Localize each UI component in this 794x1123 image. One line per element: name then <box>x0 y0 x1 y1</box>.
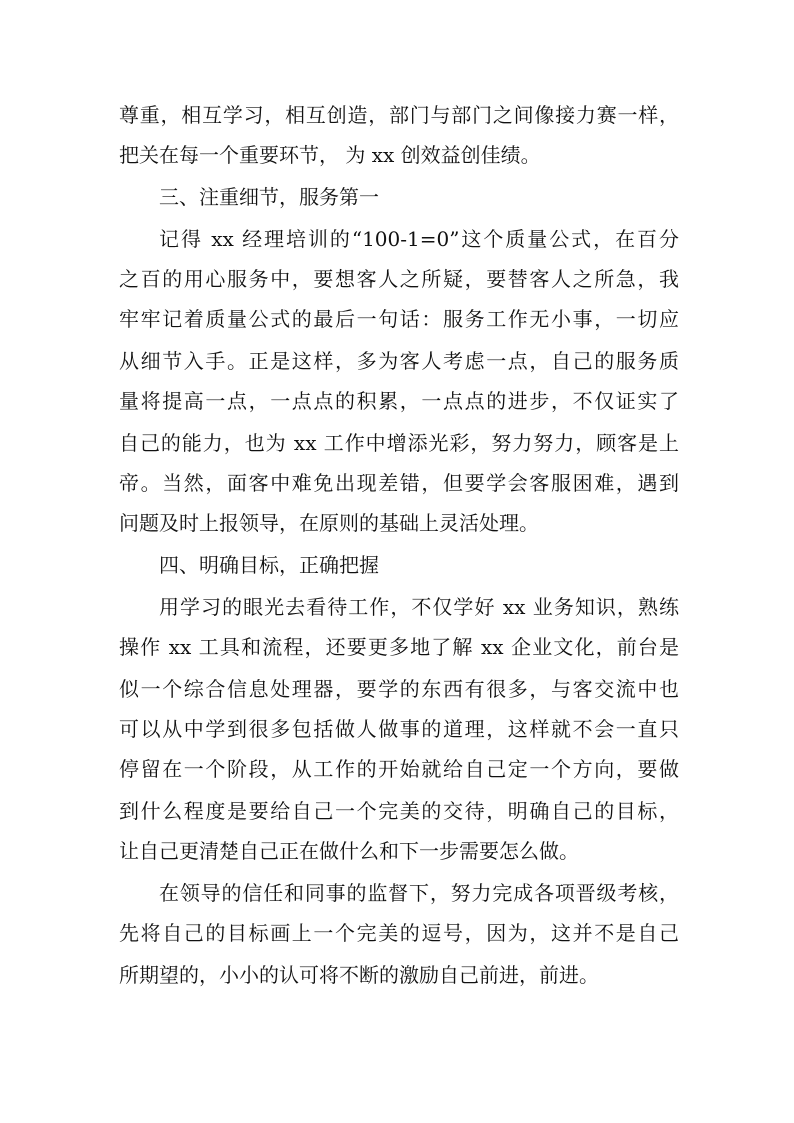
body-line-17: 让自己更清楚自己正在做什么和下一步需要怎么做。 <box>119 839 579 863</box>
body-line-1: 尊重，相互学习，相互创造，部门与部门之间像接力赛一样， <box>119 103 679 127</box>
body-line-15: 停留在一个阶段，从工作的开始就给自己定一个方向，要做 <box>119 757 679 781</box>
section-heading-3: 三、注重细节，服务第一 <box>159 185 379 209</box>
body-line-11: 用学习的眼光去看待工作，不仅学好 xx 业务知识，熟练 <box>159 595 679 619</box>
body-line-12: 操作 xx 工具和流程，还要更多地了解 xx 企业文化，前台是 <box>119 635 679 659</box>
section-heading-4: 四、明确目标，正确把握 <box>159 553 379 577</box>
body-line-9: 帝。当然，面客中难免出现差错，但要学会客服困难，遇到 <box>119 471 679 495</box>
body-line-6: 从细节入手。正是这样，多为客人考虑一点，自己的服务质 <box>119 349 679 373</box>
body-line-19: 先将自己的目标画上一个完美的逗号，因为，这并不是自己 <box>119 921 679 945</box>
body-line-14: 可以从中学到很多包括做人做事的道理，这样就不会一直只 <box>119 717 679 741</box>
body-line-8: 自己的能力，也为 xx 工作中增添光彩，努力努力，顾客是上 <box>119 431 679 455</box>
body-line-5: 牢牢记着质量公式的最后一句话：服务工作无小事，一切应 <box>119 307 679 331</box>
body-line-7: 量将提高一点，一点点的积累，一点点的进步，不仅证实了 <box>119 389 679 413</box>
body-line-18: 在领导的信任和同事的监督下，努力完成各项晋级考核， <box>159 881 679 905</box>
body-line-20: 所期望的，小小的认可将不断的激励自己前进，前进。 <box>119 963 599 987</box>
body-line-16: 到什么程度是要给自己一个完美的交待，明确自己的目标， <box>119 799 679 823</box>
body-line-13: 似一个综合信息处理器，要学的东西有很多，与客交流中也 <box>119 677 679 701</box>
body-line-3: 记得 xx 经理培训的“100-1=0”这个质量公式，在百分 <box>159 227 679 251</box>
body-line-10: 问题及时上报领导，在原则的基础上灵活处理。 <box>119 511 539 535</box>
body-line-4: 之百的用心服务中，要想客人之所疑，要替客人之所急，我 <box>119 267 679 291</box>
body-line-2: 把关在每一个重要环节， 为 xx 创效益创佳绩。 <box>119 143 541 167</box>
